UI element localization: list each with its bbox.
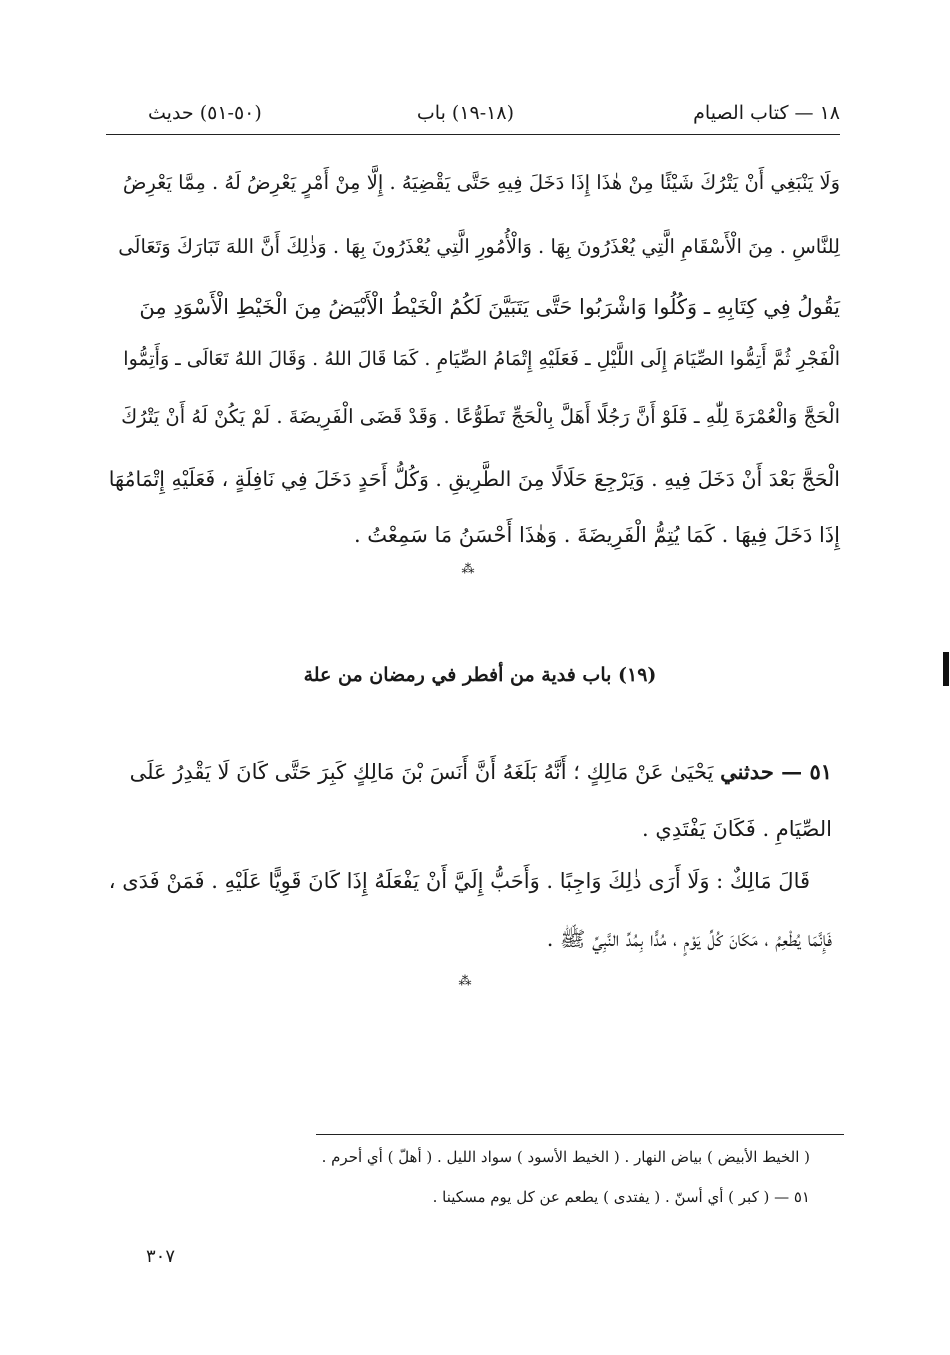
hadith-number: ٥١ — حدثني — [720, 759, 832, 784]
commentary-line-2: فَإِنَّمَا يُطْعِمُ ، مَكَانَ كُلِّ يَوْمٍ ، مُدًّا بِمُدِّ النَّبِيِّ ﷺ . — [546, 927, 832, 951]
section-separator-2: ⁂ — [458, 974, 472, 989]
body-line-4: الْفَجْرِ ثُمَّ أَتِمُّوا الصِّيَامَ إِلَى اللَّيْلِ ـ فَعَلَيْهِ إِتْمَامُ الصِّيَامِ . كَمَا قَالَ اللهُ . وَقَالَ اللهُ تَعَالَى ـ وَأَتِمُّوا — [123, 348, 840, 370]
header-book-title: ١٨ — كتاب الصيام — [693, 102, 840, 124]
hadith-line-1 — [130, 757, 832, 787]
header-chapter-ref: (١٨-١٩) باب — [416, 102, 514, 124]
footnote-rule — [316, 1134, 844, 1135]
body-line-6: الْحَجَّ بَعْدَ أَنْ دَخَلَ فِيهِ . وَيَرْجِعَ حَلَالًا مِنَ الطَّرِيقِ . وَكُلُّ أَحَدٍ دَخَلَ فِي نَافِلَةٍ ، فَعَلَيْهِ إِتْمَامُهَا — [108, 467, 840, 491]
footnote-line-1: ( الخيط الأبيض ) بياض النهار . ( الخيط الأسود ) سواد الليل . ( أهلّ ) أي أحرم . — [321, 1148, 810, 1166]
body-line-7: إِذَا دَخَلَ فِيهَا . كَمَا يُتِمُّ الْفَرِيضَةَ . وَهٰذَا أَحْسَنُ مَا سَمِعْتُ . — [353, 523, 840, 547]
hadith-line-2: الصِّيَامِ . فَكَانَ يَفْتَدِي . — [642, 817, 832, 841]
chapter-title: (١٩) باب فدية من أفطر في رمضان من علة — [303, 664, 657, 686]
body-line-5: الْحَجَّ وَالْعُمْرَةَ لِلّٰهِ ـ فَلَوْ أَنَّ رَجُلًا أَهَلَّ بِالْحَجِّ تَطَوُّعًا . وَقَدْ قَضَى الْفَرِيضَةَ . لَمْ يَكُنْ لَهُ أَنْ يَتْرُكَ — [121, 405, 840, 428]
commentary-line-1: قَالَ مَالِكٌ : وَلَا أَرَى ذٰلِكَ وَاجِبًا . وَأَحَبُّ إِلَيَّ أَنْ يَفْعَلَهُ إِذَا كَانَ قَوِيًّا عَلَيْهِ . فَمَنْ فَدَى ، — [108, 869, 810, 893]
page-number: ٣٠٧ — [146, 1246, 176, 1267]
body-line-2: لِلنَّاسِ . مِنَ الْأَسْقَامِ الَّتِي يُعْذَرُونَ بِهَا . وَالْأُمُورِ الَّتِي يُعْذَرُونَ بِهَا . وَذٰلِكَ أَنَّ اللهَ تَبَارَكَ وَتَعَالَى — [118, 235, 840, 258]
margin-mark — [943, 652, 949, 686]
header-hadith-ref: (٥٠-٥١) حديث — [148, 102, 262, 124]
body-line-3: يَقُولُ فِي كِتَابِهِ ـ وَكُلُوا وَاشْرَبُوا حَتَّى يَتَبَيَّنَ لَكُمُ الْخَيْطُ الْأَبْيَضُ مِنَ الْخَيْطِ الْأَسْوَدِ مِنَ — [139, 295, 840, 319]
body-line-1: وَلَا يَنْبَغِي أَنْ يَتْرُكَ شَيْئًا مِنْ هٰذَا إِذَا دَخَلَ فِيهِ حَتَّى يَقْضِيَهُ . إِلَّا مِنْ أَمْرٍ يَعْرِضُ لَهُ . مِمَّا يَعْرِضُ — [122, 171, 840, 194]
hadith-text-1: يَحْيَىٰ عَنْ مَالِكٍ ؛ أَنَّهُ بَلَغَهُ أَنَّ أَنَسَ بْنَ مَالِكٍ كَبِرَ حَتَّى كَانَ لَا يَقْدِرُ عَلَى — [129, 760, 714, 784]
running-header — [118, 96, 840, 130]
section-separator-1: ⁂ — [461, 562, 475, 577]
footnote-line-2: ٥١ — ( كبر ) أي أسنّ . ( يفتدى ) يطعم عن كل يوم مسكينا . — [432, 1188, 810, 1206]
header-rule — [106, 134, 840, 135]
